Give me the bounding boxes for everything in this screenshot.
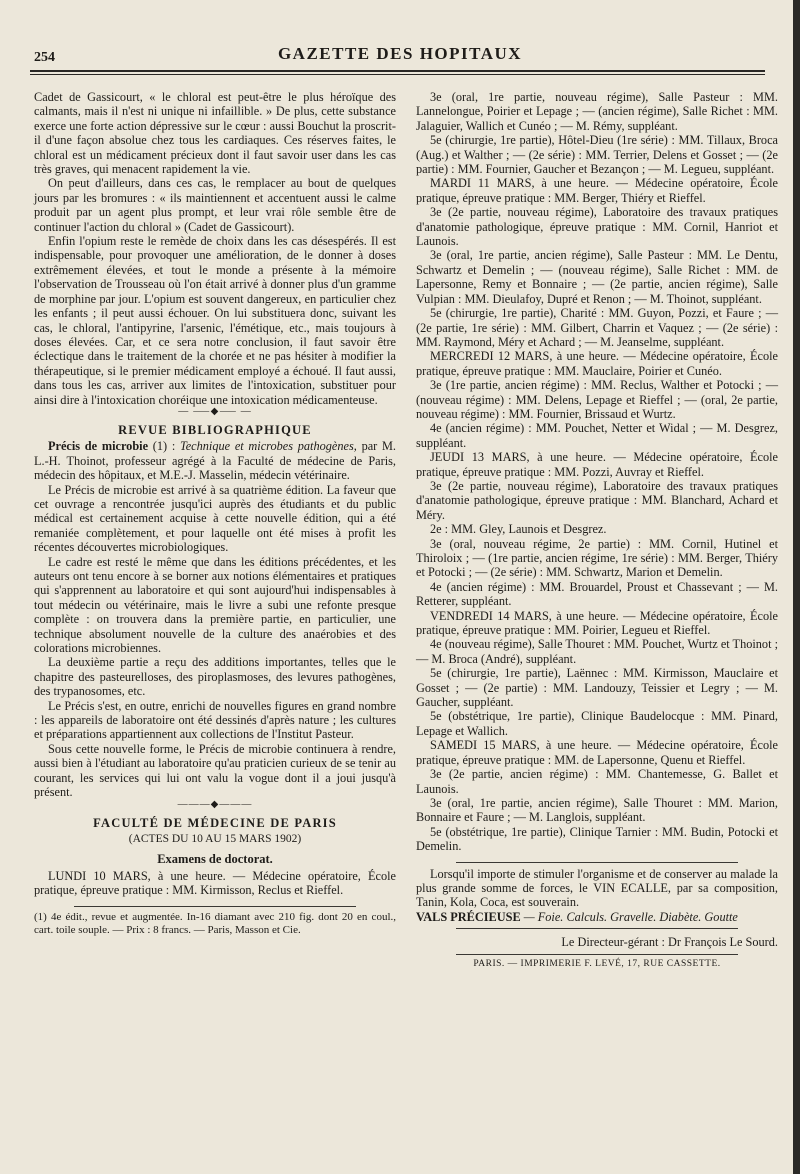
exam-entry: [416, 609, 778, 638]
exam-entry: 5e (chirurgie, 1re partie), Charité : MM. Guyon, Pozzi, et Faure ; — (2e partie, 1re série) : MM. Gilbert, Charrin et Vaquez ; — (2e série) : MM. Raymond, Méry et Achard ; — M. Jeanselme, suppléant.: [416, 306, 778, 349]
ad-rule-top: [456, 862, 738, 863]
review-paragraph: Le Précis de microbie est arrivé à sa quatrième édition. La faveur que cet ouvrage a rencontrée jusqu'ici auprès des étudiants et du public médical est certainement acquise à cette nouvelle édition, qui a été remaniée complètement, et pour laquelle ont été mises à profit les récentes découvertes microbiologiques.: [34, 482, 396, 555]
exam-day: LUNDI 10 MARS,: [48, 868, 151, 883]
chorea-paragraph: Cadet de Gassicourt, « le chloral est peut-être le plus héroïque des calmants, mais il n'est ni unique ni infaillible. » De plus, cette substance exerce une forte action dépressive sur le cœur : aussi Bouchut la proscrit-il d'une façon absolue chez tous les cardiaques. Ces réserves faites, le chloral est un médicament précieux dont il faut savoir user dans les cas très graves, qui menacent rapidement la vie.: [34, 90, 396, 177]
exam-entry: 5e (chirurgie, 1re partie), Hôtel-Dieu (1re série) : MM. Tillaux, Broca (Aug.) et Walther ; — (2e série) : MM. Terrier, Delens et Gosset ; — (2e partie) : MM. Fournier, Gaucher et Bezançon ; — M. Legueu, suppléant.: [416, 133, 778, 177]
printer-line: PARIS. — IMPRIMERIE F. LEVÉ, 17, RUE CASSETTE.: [473, 958, 721, 969]
exam-entry: 5e (obstétrique, 1re partie), Clinique Baudelocque : MM. Pinard, Lepage et Wallich.: [416, 709, 778, 738]
exam-day: VENDREDI 14 MARS,: [430, 608, 552, 623]
exam-entry: 5e (obstétrique, 1re partie), Clinique Tarnier : MM. Budin, Potocki et Demelin.: [416, 824, 778, 854]
footnote: (1) 4e édit., revue et augmentée. In-16 diamant avec 210 fig. dont 20 en coul., cart. toile souple. — Prix : 8 francs. — Paris, Masson et Cie.: [34, 910, 396, 936]
exam-entry: 3e (2e partie, nouveau régime), Laboratoire des travaux pratiques d'anatomie pathologique, épreuve pratique : MM. Blanchard, Achard et Méry.: [416, 478, 778, 522]
book-subtitle: Technique et microbes pathogènes,: [180, 439, 357, 454]
printer-rule: [456, 954, 738, 955]
book-title: Précis de microbie: [48, 439, 149, 454]
exam-entry: [416, 349, 778, 378]
exam-entry: [34, 869, 396, 898]
exam-heading: Examens de doctorat.: [157, 852, 273, 867]
review-paragraph: Le cadre est resté le même que dans les éditions précédentes, et les auteurs ont tenu encore à se borner aux notions élémentaires et pratiques qui s'apprennent au laboratoire et qui sont aujourd'hui indispensables à tout médecin ou vétérinaire, mais le livre a subi une refonte presque complète : on trouvera dans la première partie, en particulier, une technique absolument nouvelle de la culture des anaérobies et des colorations microbiennes.: [34, 554, 396, 656]
exam-entry: 5e (chirurgie, 1re partie), Laënnec : MM. Kirmisson, Mauclaire et Gosset ; — (2e partie) : MM. Landouzy, Teissier et Legry ; — M. Gaucher, suppléant.: [416, 666, 778, 710]
exam-entry: [416, 738, 778, 767]
chorea-paragraph: Enfin l'opium reste le remède de choix dans les cas désespérés. Il est indispensable, pour provoquer une amélioration, de le donner à doses extrêmement élevées, et tout le monde a présente à la mémoire l'observation de Trousseau où l'on était arrivé à donner plus d'un gramme de morphine par jour. L'opium est souvent dangereux, en particulier chez les enfants ; il peut aussi échouer. On lui substituera donc, suivant les cas, le chloral, l'antipyrine, l'arsenic, l'émétique, etc., mais toujours à doses élevées. Car, et ce sera notre conclusion, il faut savoir être éclectique dans le traitement de la chorée et ne pas hésiter à modifier la thérapeutique, si le premier médicament employé a échoué. Il faut aussi, dans tous les cas, arriver aux limites de l'intoxication, substituer pour ainsi dire à l'intoxication choréique une intoxication médicamenteuse.: [34, 234, 396, 407]
exam-day: SAMEDI 15 MARS,: [430, 738, 540, 753]
exam-entry: 3e (oral, nouveau régime, 2e partie) : MM. Cornil, Hutinel et Thiroloix ; — (1re partie, ancien régime, 1re série) : MM. Berger, Thiéry et Potocki ; — (2e série) : MM. Schwartz, Marion et Demelin.: [416, 536, 778, 580]
exam-entry: 3e (2e partie, ancien régime) : MM. Chantemesse, G. Ballet et Launois.: [416, 767, 778, 796]
chorea-paragraph: On peut d'ailleurs, dans ces cas, le remplacer au bout de quelques jours par les bromures : « ils maintiennent et accentuent aussi le calme produit par un agent plus prompt, et leur vrai rôle semble être de continuer l'action du chloral » (Cadet de Gassicourt).: [34, 176, 396, 234]
exam-entry: [416, 450, 778, 479]
exam-day: JEUDI 13 MARS,: [430, 450, 530, 465]
advertisement: Lorsqu'il importe de stimuler l'organisme et de conserver au malade la plus grande somme de forces, le VIN ECALLE, par sa composition, Tanin, Kola, Coca, est souverain.: [416, 866, 778, 910]
header-rule-thin: [30, 74, 765, 75]
exam-entry: 4e (ancien régime) : MM. Brouardel, Proust et Chassevant ; — M. Retterer, suppléant.: [416, 579, 778, 609]
footnote-rule: [74, 906, 356, 907]
review-paragraph: Le Précis s'est, en outre, enrichi de nouvelles figures en grand nombre : les appareils de laboratoire ont été dessinés d'après nature ; les cultures et préparations appartiennent aux collections de l'Institut Pasteur.: [34, 698, 396, 742]
left-column: [34, 90, 396, 937]
right-column: [416, 90, 778, 971]
exam-entry: 3e (1re partie, ancien régime) : MM. Reclus, Walther et Potocki ; — (nouveau régime) : MM. Delens, Lepage et Rieffel ; — (oral, 2e partie, nouveau régime) : MM. Fournier, Brissaud et Wurtz.: [416, 378, 778, 421]
faculte-heading: FACULTÉ DE MÉDECINE DE PARIS: [93, 815, 337, 830]
advertisement-brand-line: [416, 910, 778, 924]
footnote-ref: (1) :: [152, 439, 176, 454]
ad-brand-text: — Foie. Calculs. Gravelle. Diabète. Goutte: [523, 909, 738, 924]
exam-entry: [416, 176, 778, 205]
book-authors: par M. L.-H. Thoinot, professeur agrégé à la Faculté de médecine de Paris, médecin des hôpitaux, et M.E.-J. Masselin, médecin vétérinaire.: [34, 439, 397, 483]
review-paragraph: La deuxième partie a reçu des additions importantes, telles que le chapitre des pasteurelloses, des piroplasmoses, des levures pathogènes, des trypanosomes, etc.: [34, 655, 396, 699]
exam-entry: 3e (oral, 1re partie, ancien régime), Salle Thouret : MM. Marion, Bonnaire et Faure ; — M. Langlois, suppléant.: [416, 795, 778, 825]
exam-entry: 3e (oral, 1re partie, nouveau régime), Salle Pasteur : MM. Lannelongue, Poirier et Lepage ; — (ancien régime), Salle Richet : MM. Jalaguier, Wallich et Cunéo ; — M. Rémy, suppléant.: [416, 90, 778, 133]
binding-edge: [793, 0, 800, 1174]
book-entry: [34, 439, 396, 482]
exam-entry: 2e : MM. Gley, Launois et Desgrez.: [430, 522, 607, 537]
exam-text: à une heure. — Médecine opératoire, École pratique, épreuve pratique : MM. Mauclaire, Poirier et Cunéo.: [416, 349, 778, 378]
exam-text: à une heure. — Médecine opératoire, École pratique, épreuve pratique : MM. Pozzi, Auvray et Rieffel.: [416, 450, 778, 479]
signature-rule: [456, 928, 738, 929]
exam-day: MARDI 11 MARS,: [430, 176, 535, 191]
exam-entry: 3e (oral, 1re partie, ancien régime), Salle Pasteur : MM. Le Dentu, Schwartz et Demelin ; — (nouveau régime), Salle Richet : MM. de Lapersonne, Remy et Bonnaire ; — (2e partie, ancien régime), Salle Vulpian : MM. Dieulafoy, Dupré et Renon ; — M. Thoinot, suppléant.: [416, 248, 778, 306]
page-number: 254: [34, 50, 55, 65]
signature: Le Directeur-gérant : Dr François Le Sourd.: [561, 935, 778, 950]
revue-heading: REVUE BIBLIOGRAPHIQUE: [118, 422, 312, 437]
exam-entry: 4e (ancien régime) : MM. Pouchet, Netter et Widal ; — M. Desgrez, suppléant.: [416, 421, 778, 450]
exam-text: à une heure. — Médecine opératoire, École pratique, épreuve pratique : MM. Poirier, Legueu et Rieffel.: [416, 608, 779, 638]
exam-entry: 4e (nouveau régime), Salle Thouret : MM. Pouchet, Wurtz et Thoinot ; — M. Broca (André), suppléant.: [416, 637, 778, 666]
journal-title: GAZETTE DES HOPITAUX: [277, 44, 523, 63]
exam-day: MERCREDI 12 MARS,: [430, 349, 553, 364]
ad-brand: VALS PRÉCIEUSE: [416, 909, 521, 924]
faculte-dates: (ACTES DU 10 AU 15 MARS 1902): [128, 832, 302, 845]
ornament-divider: ———◆———: [177, 798, 253, 810]
exam-text: à une heure. — Médecine opératoire, École pratique, épreuve pratique : MM. de Lapersonne, Quenu et Rieffel.: [416, 738, 779, 767]
exam-text: à une heure. — Médecine opératoire, École pratique, épreuve pratique : MM. Kirmisson, Reclus et Rieffel.: [34, 868, 396, 898]
ornament-divider: — ⸺◆⸺ —: [178, 405, 252, 417]
review-paragraph: Sous cette nouvelle forme, le Précis de microbie continuera à rendre, aussi bien à l'étudiant au laboratoire qu'au praticien curieux de se tenir au courant, les services qui lui ont valu la vogue dont il a joui jusqu'à présent.: [34, 741, 396, 800]
exam-text: à une heure. — Médecine opératoire, École pratique, épreuve pratique : MM. Berger, Thiéry et Rieffel.: [416, 176, 778, 205]
exam-entry: 3e (2e partie, nouveau régime), Laboratoire des travaux pratiques d'anatomie pathologique, épreuve pratique : MM. Cornil, Hanriot et Launois.: [416, 205, 778, 249]
header-rule: [30, 70, 765, 72]
